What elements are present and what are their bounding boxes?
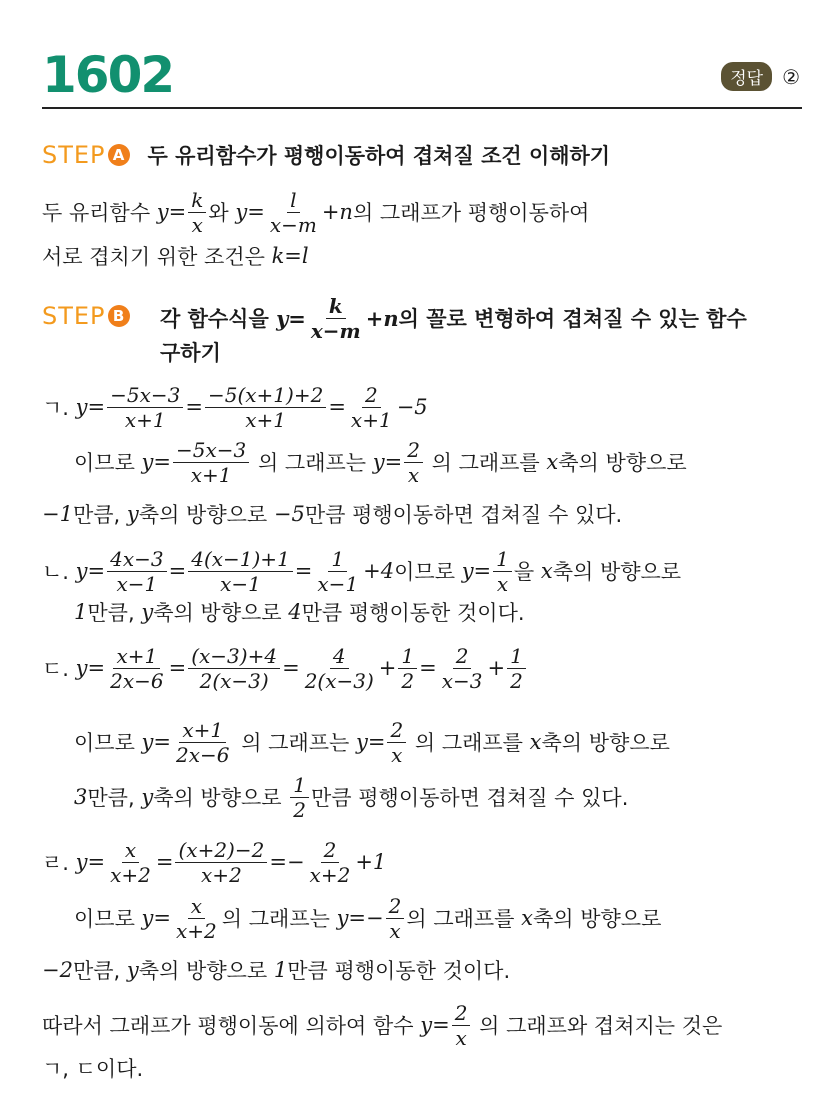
math: y= bbox=[75, 850, 106, 874]
math: y bbox=[126, 958, 139, 982]
fraction bbox=[302, 644, 377, 693]
text: 의 그래프와 겹쳐지는 것은 bbox=[472, 1014, 723, 1038]
math: y= bbox=[355, 730, 386, 754]
math: −5 bbox=[273, 502, 305, 526]
step-title: 두 유리함수가 평행이동하여 겹쳐질 조건 이해하기 bbox=[147, 144, 611, 168]
text: 만큼, bbox=[72, 959, 127, 983]
fraction bbox=[348, 383, 395, 432]
text: 의 꼴로 변형하여 겹쳐질 수 있는 함수 bbox=[398, 307, 747, 331]
math: =− bbox=[269, 850, 305, 874]
denominator: 2x−6 bbox=[176, 742, 230, 767]
text: 축의 방향으로 bbox=[552, 560, 682, 584]
text: 만큼 평행이동한 것이다. bbox=[301, 601, 525, 625]
solution-line bbox=[160, 292, 747, 344]
text: 만큼, bbox=[87, 786, 142, 810]
math: y= bbox=[75, 559, 106, 583]
math: +n bbox=[321, 200, 353, 224]
solution-line bbox=[42, 1042, 143, 1094]
numerator: 2 bbox=[362, 383, 381, 408]
text: 축의 방향으로 bbox=[153, 786, 289, 810]
math: +4 bbox=[363, 559, 395, 583]
solution-line bbox=[42, 944, 510, 996]
step-label: STEP bbox=[42, 302, 106, 330]
numerator: (x−3)+4 bbox=[188, 644, 280, 669]
text: 의 그래프를 bbox=[424, 451, 547, 475]
numerator: x+1 bbox=[179, 718, 226, 743]
math: = bbox=[328, 395, 346, 419]
math: 4 bbox=[288, 600, 302, 624]
step-label: STEP bbox=[42, 141, 106, 169]
text: 만큼, bbox=[87, 601, 142, 625]
text: 만큼 평행이동하면 겹쳐질 수 있다. bbox=[304, 503, 623, 527]
denominator: x bbox=[407, 462, 420, 487]
math: y= bbox=[156, 200, 187, 224]
denominator: x+1 bbox=[245, 407, 287, 432]
solution-line bbox=[160, 326, 221, 378]
fraction bbox=[173, 894, 220, 943]
text: 을 bbox=[513, 560, 541, 584]
denominator: x+2 bbox=[309, 862, 351, 887]
solution-line bbox=[74, 716, 670, 768]
denominator: x−m bbox=[310, 318, 361, 343]
denominator: x bbox=[391, 742, 403, 767]
denominator: x bbox=[455, 1025, 467, 1050]
fraction bbox=[507, 644, 526, 693]
numerator: 2 bbox=[453, 644, 472, 669]
denominator: 2(x−3) bbox=[199, 668, 269, 693]
text: 구하기 bbox=[160, 341, 221, 365]
text: ㄷ. bbox=[42, 657, 76, 681]
math: = bbox=[168, 656, 187, 680]
text: 의 그래프가 평행이동하여 bbox=[352, 201, 590, 225]
math: y= bbox=[75, 656, 106, 680]
math: = bbox=[294, 559, 313, 583]
solution-line bbox=[42, 381, 428, 433]
math: +1 bbox=[355, 850, 387, 874]
fraction bbox=[107, 383, 183, 432]
numerator: 2 bbox=[387, 718, 406, 743]
answer-value: ② bbox=[782, 64, 800, 89]
math: k=l bbox=[271, 244, 309, 268]
math: = bbox=[168, 559, 187, 583]
text: 이므로 bbox=[394, 560, 462, 584]
math: y bbox=[141, 785, 154, 809]
text: 만큼, bbox=[72, 503, 127, 527]
math: −1 bbox=[42, 502, 73, 526]
step-letter-badge: A bbox=[108, 144, 130, 166]
text: 의 그래프를 bbox=[408, 731, 530, 755]
numerator: l bbox=[287, 188, 299, 213]
denominator: x bbox=[389, 918, 401, 943]
math: + bbox=[378, 656, 397, 680]
fraction bbox=[398, 644, 417, 693]
numerator: 2 bbox=[386, 894, 405, 919]
solution-line bbox=[42, 642, 528, 694]
math: = bbox=[282, 656, 300, 680]
fraction bbox=[173, 718, 233, 767]
fraction bbox=[173, 438, 249, 487]
text: ㄴ. bbox=[42, 560, 76, 584]
fraction bbox=[307, 838, 354, 887]
math: −5 bbox=[396, 395, 428, 419]
numerator: 4(x−1)+1 bbox=[188, 547, 293, 572]
text: 두 유리함수 bbox=[42, 201, 157, 225]
math: 1 bbox=[74, 600, 88, 624]
denominator: x−m bbox=[269, 212, 317, 237]
denominator: 2 bbox=[293, 797, 306, 822]
numerator: 4 bbox=[330, 644, 349, 669]
text: 만큼 평행이동한 것이다. bbox=[287, 959, 511, 983]
numerator: x bbox=[122, 838, 139, 863]
text: 와 bbox=[208, 201, 236, 225]
fraction bbox=[308, 294, 364, 343]
text: 의 그래프를 bbox=[406, 907, 522, 931]
math: = bbox=[419, 656, 437, 680]
fraction bbox=[439, 644, 486, 693]
denominator: 2 bbox=[401, 668, 415, 693]
text: ㄱ, ㄷ이다. bbox=[42, 1057, 144, 1081]
numerator: 2 bbox=[404, 438, 423, 463]
denominator: 2 bbox=[510, 668, 523, 693]
numerator: k bbox=[188, 188, 206, 213]
text: 의 그래프는 bbox=[251, 451, 373, 475]
text: ㄱ. bbox=[42, 396, 76, 420]
math: x bbox=[546, 450, 559, 474]
fraction bbox=[205, 383, 326, 432]
math: x bbox=[529, 730, 542, 754]
math: +n bbox=[365, 305, 399, 331]
numerator: 4x−3 bbox=[107, 547, 167, 572]
math: −2 bbox=[42, 958, 73, 982]
text: 만큼 평행이동하면 겹쳐질 수 있다. bbox=[311, 786, 629, 810]
solution-line bbox=[42, 999, 722, 1051]
text: 의 그래프는 bbox=[234, 731, 356, 755]
text: 축의 방향으로 bbox=[532, 907, 662, 931]
solution-line bbox=[42, 488, 622, 540]
math: y= bbox=[141, 906, 172, 930]
numerator: −5x−3 bbox=[107, 383, 183, 408]
numerator: (x+2)−2 bbox=[175, 838, 267, 863]
fraction bbox=[175, 838, 267, 887]
text: 의 그래프는 bbox=[221, 907, 337, 931]
solution-line bbox=[74, 586, 525, 638]
fraction bbox=[107, 838, 154, 887]
answer-badge: 정답 bbox=[721, 62, 772, 91]
text: 따라서 그래프가 평행이동에 의하여 함수 bbox=[42, 1014, 421, 1038]
numerator: 1 bbox=[290, 773, 309, 798]
text: 축의 방향으로 bbox=[138, 959, 274, 983]
denominator: x+1 bbox=[350, 407, 392, 432]
denominator: x−1 bbox=[317, 571, 359, 596]
denominator: x−3 bbox=[441, 668, 483, 693]
numerator: −5x−3 bbox=[173, 438, 249, 463]
denominator: 2(x−3) bbox=[304, 668, 374, 693]
denominator: 2x−6 bbox=[110, 668, 164, 693]
numerator: 1 bbox=[328, 547, 347, 572]
solution-line bbox=[42, 836, 386, 888]
numerator: x+1 bbox=[113, 644, 160, 669]
math: y= bbox=[235, 200, 265, 224]
numerator: k bbox=[326, 294, 346, 319]
math: x bbox=[540, 559, 553, 583]
numerator: 1 bbox=[507, 644, 526, 669]
denominator: x−1 bbox=[220, 571, 261, 596]
text: 이므로 bbox=[74, 907, 142, 931]
numerator: −5(x+1)+2 bbox=[205, 383, 326, 408]
solution-line bbox=[74, 892, 661, 944]
numerator: x bbox=[188, 894, 205, 919]
solution-line bbox=[42, 230, 309, 282]
math: y bbox=[141, 600, 154, 624]
math: y= bbox=[75, 395, 106, 419]
fraction bbox=[387, 718, 406, 767]
solution-line bbox=[74, 436, 687, 488]
denominator: x bbox=[496, 571, 509, 596]
fraction bbox=[404, 438, 423, 487]
denominator: x+1 bbox=[190, 462, 232, 487]
denominator: x+2 bbox=[201, 862, 242, 887]
math: y=− bbox=[336, 906, 384, 930]
math: y= bbox=[141, 450, 172, 474]
text: 이므로 bbox=[74, 731, 142, 755]
fraction bbox=[290, 773, 309, 822]
math: = bbox=[185, 395, 203, 419]
fraction bbox=[107, 644, 167, 693]
header-divider bbox=[42, 107, 802, 109]
math: 1 bbox=[273, 958, 288, 982]
math: y bbox=[126, 502, 139, 526]
text: 서로 겹치기 위한 조건은 bbox=[42, 245, 272, 269]
text: ㄹ. bbox=[42, 851, 76, 875]
fraction bbox=[188, 644, 280, 693]
denominator: x bbox=[191, 212, 203, 237]
denominator: x+1 bbox=[124, 407, 166, 432]
step-a-heading bbox=[42, 140, 610, 170]
math: y= bbox=[461, 559, 492, 583]
denominator: x+2 bbox=[176, 918, 217, 943]
problem-number: 1602 bbox=[42, 46, 174, 104]
denominator: x−1 bbox=[116, 571, 158, 596]
math: y= bbox=[141, 730, 172, 754]
math: x bbox=[521, 906, 533, 930]
text: 축의 방향으로 bbox=[558, 451, 687, 475]
denominator: x+2 bbox=[110, 862, 151, 887]
fraction bbox=[386, 894, 405, 943]
text: 축의 방향으로 bbox=[541, 731, 670, 755]
answer bbox=[721, 62, 800, 91]
math: y= bbox=[420, 1013, 450, 1037]
text: 축의 방향으로 bbox=[153, 601, 289, 625]
math: 3 bbox=[74, 785, 88, 809]
numerator: 1 bbox=[398, 644, 417, 669]
math: + bbox=[487, 656, 506, 680]
text: 축의 방향으로 bbox=[138, 503, 274, 527]
text: 각 함수식을 bbox=[160, 307, 277, 331]
math: = bbox=[155, 850, 174, 874]
numerator: 2 bbox=[452, 1001, 471, 1026]
step-letter-badge: B bbox=[108, 305, 130, 327]
fraction bbox=[452, 1001, 471, 1050]
solution-line bbox=[74, 771, 628, 823]
numerator: 2 bbox=[321, 838, 340, 863]
step-b-heading bbox=[42, 302, 148, 330]
numerator: 1 bbox=[493, 547, 512, 572]
math: y= bbox=[372, 450, 403, 474]
text: 이므로 bbox=[74, 451, 142, 475]
math: y= bbox=[276, 305, 306, 331]
